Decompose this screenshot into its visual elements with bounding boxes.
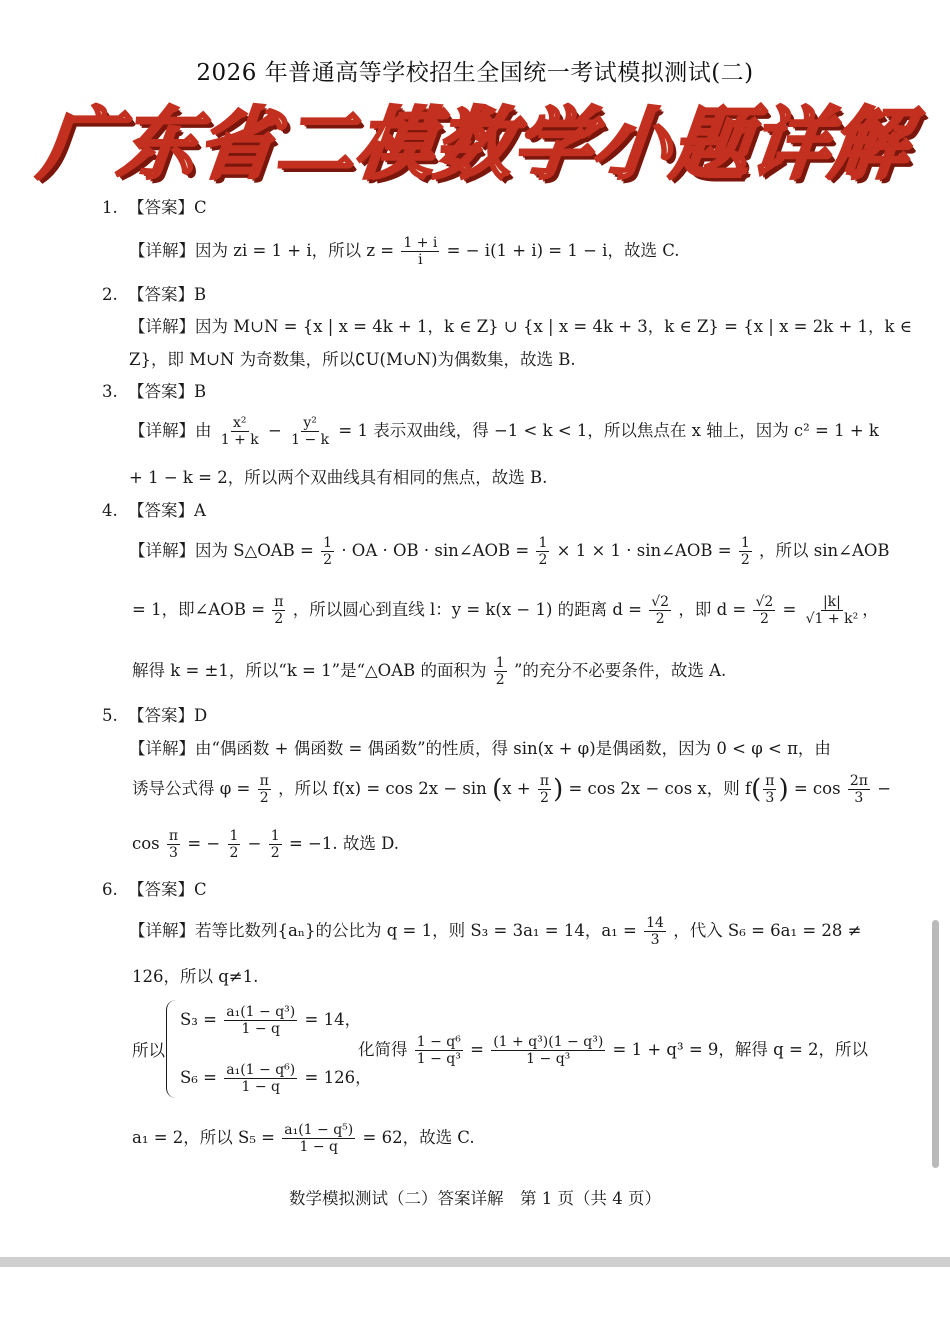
q4-answer: 4. 【答案】A xyxy=(102,501,206,520)
fraction: $\frac{|k|}{\text{√1 + k²}}$ xyxy=(805,594,859,628)
exam-title: 2026 年普通高等学校招生全国统一考试模拟测试(二) xyxy=(196,60,754,86)
banner-title: 广东省二模数学小题详解 xyxy=(35,100,914,190)
q1-answer: 1. 【答案】C xyxy=(102,198,207,217)
q2-detail-line1: 【详解】因为 M∪N = {x | x = 4k + 1，k ∈ Z} ∪ {x | x = 4k + 3，k ∈ Z} = {x | x = 2k + 1，k ∈ xyxy=(129,317,912,336)
fraction: $\frac{14}{3}$ xyxy=(646,915,664,949)
fraction: $\frac{\pi}{2}$ xyxy=(259,773,269,807)
q5-answer: 5. 【答案】D xyxy=(102,706,208,725)
q5-detail-line3: cos $\frac{\pi}{3}$ = − $\frac{1}{2}$ − $\frac{1}{2}$ = −1. 故选 D. xyxy=(132,828,399,862)
q6-detail-line1: 【详解】若等比数列{aₙ}的公比为 q = 1，则 S₃ = 3a₁ = 14，a₁ = $\frac{14}{3}$ ，代入 S₆ = 6a₁ = 28 ≠ xyxy=(129,915,862,949)
fraction: $\frac{\text{(1 + q³)(1 − q³)}}{\text{1 − q³}}$ xyxy=(493,1034,604,1068)
fraction: $\frac{\text{a₁(1 − q⁵)}}{1 - q}$ xyxy=(284,1122,354,1156)
fraction: $\frac{1 + i}{i}$ xyxy=(403,235,438,269)
fraction: $\frac{\text{x²}}{1 + k}$ xyxy=(220,415,259,449)
fraction: $\frac{\pi}{2}$ xyxy=(274,594,284,628)
fraction: $\frac{\text{a₁(1 − q⁶)}}{1 - q}$ xyxy=(226,1062,296,1096)
fraction: $\frac{1}{2}$ xyxy=(538,535,548,569)
fraction: $\frac{\text{y²}}{1 - k}$ xyxy=(291,415,330,449)
q6-system-eq1: S₃ = $\frac{\text{a₁(1 − q³)}}{1 - q}$ = 14， xyxy=(180,1004,362,1038)
vertical-scrollbar[interactable] xyxy=(932,920,939,1168)
fraction: $\frac{\pi}{3}$ xyxy=(765,773,775,807)
fraction: $\frac{\text{1 − q⁶}}{\text{1 − q³}}$ xyxy=(416,1034,461,1068)
q6-answer: 6. 【答案】C xyxy=(102,880,207,899)
fraction: $\frac{1}{2}$ xyxy=(229,828,239,862)
fraction: $\frac{1}{2}$ xyxy=(323,535,333,569)
q3-answer: 3. 【答案】B xyxy=(102,382,207,401)
fraction: $\frac{1}{2}$ xyxy=(270,828,280,862)
q6-detail-last: a₁ = 2，所以 S₅ = $\frac{\text{a₁(1 − q⁵)}}{1 - q}$ = 62，故选 C. xyxy=(132,1122,475,1156)
q5-detail-line2: 诱导公式得 φ = $\frac{\pi}{2}$ ，所以 f(x) = cos 2x − sin (x + $\frac{\pi}{2}$ ) = cos 2x − cos x，则 f( $\frac{\pi}{3}$ ) = cos $\frac{2\pi}{3}$ − xyxy=(132,773,892,807)
fraction: $\frac{√2}{2}$ xyxy=(755,594,774,628)
q6-system-eq2: S₆ = $\frac{\text{a₁(1 − q⁶)}}{1 - q}$ = 126， xyxy=(180,1062,372,1096)
q2-detail-line2: Z}，即 M∪N 为奇数集，所以∁U(M∪N)为偶数集，故选 B. xyxy=(129,350,576,369)
q2-answer: 2. 【答案】B xyxy=(102,285,207,304)
q1-detail: 【详解】因为 zi = 1 + i，所以 z = $\frac{1 + i}{i}$ = − i(1 + i) = 1 − i，故选 C. xyxy=(129,235,680,269)
fraction: $\frac{\pi}{3}$ xyxy=(168,828,179,862)
fraction: $\frac{√2}{2}$ xyxy=(651,594,670,628)
q5-detail-line1: 【详解】由“偶函数 + 偶函数 = 偶函数”的性质，得 sin(x + φ)是偶函数，因为 0 < φ < π，由 xyxy=(129,739,831,758)
fraction: $\frac{1}{2}$ xyxy=(740,535,750,569)
q6-simplify: 化简得 $\frac{\text{1 − q⁶}}{\text{1 − q³}}$ = $\frac{\text{(1 + q³)(1 − q³)}}{\text{1 − q³}}$ = 1 + q³ = 9，解得 q = 2，所以 xyxy=(358,1034,869,1068)
fraction: $\frac{\text{a₁(1 − q³)}}{1 - q}$ xyxy=(226,1004,296,1038)
fraction: $\frac{2\pi}{3}$ xyxy=(849,773,868,807)
q6-system-label: 所以 xyxy=(132,1041,165,1060)
q4-detail-line2: = 1，即∠AOB = $\frac{\pi}{2}$ ，所以圆心到直线 l：y = k(x − 1) 的距离 d = $\frac{√2}{2}$ ，即 d = $\frac{√2}{2}$ = $\frac{|k|}{\text{√1 + k²}}$ ， xyxy=(132,594,879,628)
system-brace xyxy=(166,1000,179,1098)
q4-detail-line3: 解得 k = ±1，所以“k = 1”是“△OAB 的面积为 $\frac{1}{2}$ ”的充分不必要条件，故选 A. xyxy=(132,655,727,689)
q3-detail-line1: 【详解】由 $\frac{\text{x²}}{1 + k}$ − $\frac{\text{y²}}{1 - k}$ = 1 表示双曲线，得 −1 < k < 1，所以焦点在 x 轴上，因为 c² = 1 + k xyxy=(129,415,879,449)
fraction: $\frac{\pi}{2}$ xyxy=(539,773,550,807)
q6-detail-line2: 126，所以 q≠1. xyxy=(132,967,259,986)
page-footer: 数学模拟测试（二）答案详解 第 1 页（共 4 页） xyxy=(289,1189,661,1208)
bottom-divider xyxy=(0,1257,950,1267)
q3-detail-line2: + 1 − k = 2，所以两个双曲线具有相同的焦点，故选 B. xyxy=(129,468,548,487)
fraction: $\frac{1}{2}$ xyxy=(495,655,505,689)
q4-detail-line1: 【详解】因为 S△OAB = $\frac{1}{2}$ · OA · OB · sin∠AOB = $\frac{1}{2}$ × 1 × 1 · sin∠AOB = $\frac{1}{2}$ ，所以 sin∠AOB xyxy=(129,535,890,569)
